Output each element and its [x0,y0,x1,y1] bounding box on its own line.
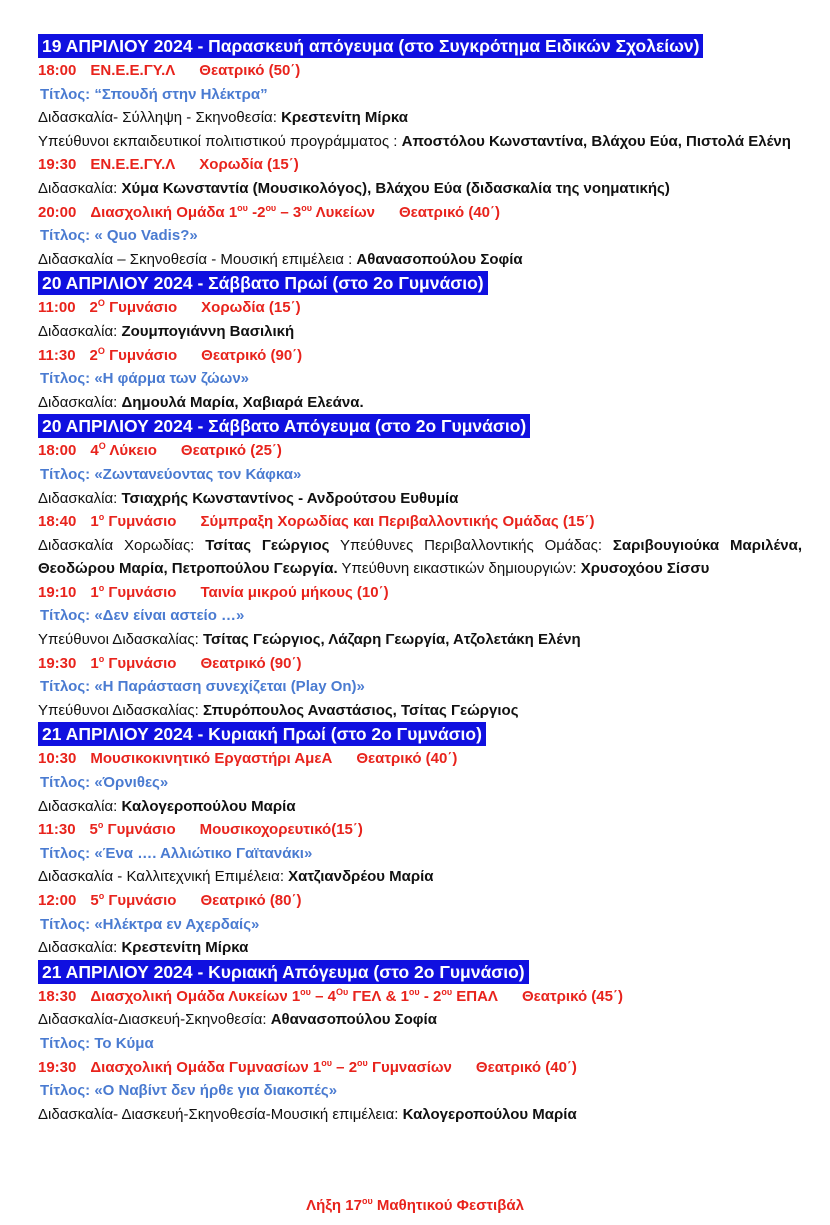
event-title-line [38,463,802,487]
credit-line [38,320,802,344]
day-header-row [38,414,802,439]
event-line [38,747,802,771]
event-school [90,892,176,909]
event-line [38,153,802,177]
event-type: Θεατρικό (40΄) [398,203,500,221]
event-line [38,581,802,605]
event-school-text: – 2 [332,1058,358,1076]
event-school-text: Διασχολική Ομάδα Λυκείων 1 [90,987,301,1005]
event-title: «Ηλέκτρα εν Αχερδαίς» [94,915,260,933]
closing-note [0,1197,830,1214]
event-line [38,439,802,463]
credit-names: Χρυσοχόου Σίσσυ [580,560,710,578]
title-label: Τίτλος: [40,85,91,103]
event-school-text: Γυμνάσιο [104,346,178,364]
event-school-ordinal: ο [98,512,105,523]
footer-text: Λήξη 17 [306,1197,362,1214]
credit-line [38,130,802,154]
event-title-line [38,1032,802,1056]
event-time: 19:10 [38,583,77,601]
credit-line [38,936,802,960]
credit-names: Καλογεροπούλου Μαρία [402,1105,577,1123]
event-school-text: Γυμνάσιο [104,299,178,317]
event-line [38,889,802,913]
day-header: 21 ΑΠΡΙΛΙΟΥ 2024 - Κυριακή Απόγευμα (στο 2ο Γυμνάσιο) [38,960,529,984]
event-type: Μουσικοχορευτικό(15΄) [199,821,363,839]
event-line [38,201,802,225]
event-title: Το Κύμα [94,1034,154,1052]
day-header: 19 ΑΠΡΙΛΙΟΥ 2024 - Παρασκευή απόγευμα (στο Συγκρότημα Ειδικών Σχολείων) [38,34,703,58]
credit-label: Διδασκαλία - Καλλιτεχνική Επιμέλεια: [38,868,289,886]
event-line [38,1056,802,1080]
credit-label: Υπεύθυνοι Διδασκαλίας: [38,631,203,649]
event-time: 19:30 [38,1058,77,1076]
credit-line [38,699,802,723]
event-school [90,584,176,601]
day-header: 20 ΑΠΡΙΛΙΟΥ 2024 - Σάββατο Απόγευμα (στο 2ο Γυμνάσιο) [38,414,530,438]
event-time: 19:30 [38,654,77,672]
credit-line [38,628,802,652]
credit-label: Διδασκαλία: [38,489,122,507]
event-school-ordinal: ου [321,1057,333,1068]
event-line [38,296,802,320]
event-school [90,821,176,838]
event-time: 18:00 [38,442,77,460]
event-type: Θεατρικό (40΄) [356,750,458,768]
event-school-text: -2 [247,203,266,221]
credit-line [38,177,802,201]
event-type: Θεατρικό (80΄) [200,892,302,909]
footer-ordinal: ου [361,1196,373,1206]
event-school-ordinal: ου [357,1057,368,1068]
credit-names: Αθανασοπούλου Σοφία [270,1011,437,1029]
event-title-line [38,771,802,795]
event-school-text: 2 [89,299,98,317]
event-school [90,655,176,672]
event-title-line [38,675,802,699]
event-title-line [38,367,802,391]
credit-label: Διδασκαλία- Διασκευή-Σκηνοθεσία-Μουσική επιμέλεια: [38,1105,403,1123]
event-school-text: ΕΠΑΛ [452,987,498,1005]
event-school-ordinal: ο [98,891,105,901]
event-type: Θεατρικό (90΄) [201,346,303,364]
event-line [38,818,802,842]
event-school-ordinal: ο [97,820,104,831]
event-title-line [38,842,802,866]
event-title: «Η φάρμα των ζώων» [94,370,250,388]
credit-label: Διδασκαλία Χορωδίας: [38,536,206,554]
credit-names: Δημουλά Μαρία, Χαβιαρά Ελεάνα. [121,393,364,411]
credit-names: Σαριβουγιούκα Μαριλένα, Θεοδώρου Μαρία, Πετροπούλου Γεωργία. [38,536,802,578]
event-school-ordinal: Ο [98,441,106,452]
event-school: ΕΝ.Ε.Ε.ΓΥ.Λ [90,62,176,79]
event-school-text: Γυμνάσιο [104,892,177,909]
title-label: Τίτλος: [40,1082,91,1100]
event-title: «Ο Ναβίντ δεν ήρθε για διακοπές» [94,1082,338,1100]
event-type: Χορωδία (15΄) [199,156,299,174]
title-label: Τίτλος: [40,227,91,245]
event-school-text: 1 [90,654,99,672]
event-title-line [38,604,802,628]
event-line [38,510,802,534]
event-type: Σύμπραξη Χορωδίας και Περιβαλλοντικής Ομάδας (15΄) [200,513,595,531]
event-school-text: Διασχολική Ομάδα Γυμνασίων 1 [90,1058,322,1076]
credit-line [38,795,802,819]
credit-label: Διδασκαλία: [38,939,122,957]
credit-line [38,865,802,889]
event-school-text: Γυμνάσιο [104,513,177,531]
event-school [90,442,157,459]
event-type: Θεατρικό (90΄) [200,654,302,672]
event-line [38,344,802,368]
title-label: Τίτλος: [40,370,91,388]
event-school [90,204,375,221]
event-time: 18:00 [38,62,77,79]
day-header-row [38,271,802,296]
credit-label: Υπεύθυνες Περιβαλλοντικής Ομάδας: [340,536,613,554]
credit-label: Διδασκαλία: [38,797,122,815]
event-title: «Δεν είναι αστείο …» [94,607,245,625]
credits-block [38,534,802,581]
credit-names: Αποστόλου Κωνσταντίνα, Βλάχου Εύα, Πιστολά Ελένη [401,132,791,150]
event-type: Θεατρικό (40΄) [475,1058,577,1076]
event-school-text: 5 [90,892,99,909]
event-school [90,513,176,530]
event-school [90,299,178,316]
event-type: Ταινία μικρού μήκους (10΄) [200,583,389,601]
day-header: 21 ΑΠΡΙΛΙΟΥ 2024 - Κυριακή Πρωί (στο 2ο Γυμνάσιο) [38,722,486,746]
event-school-text: - 2 [419,987,442,1005]
event-school-text: – 4 [310,987,336,1005]
event-line [38,985,802,1009]
credit-label: Διδασκαλία: [38,322,122,340]
event-school-ordinal: ου [408,986,420,997]
event-time: 11:00 [38,299,76,317]
event-school-ordinal: Ο [97,345,105,356]
event-school [90,1059,452,1076]
event-type: Θεατρικό (25΄) [180,442,282,460]
event-time: 10:30 [38,750,77,768]
credit-label: Διδασκαλία – Σκηνοθεσία - Μουσική επιμέλεια : [38,250,357,268]
event-title: «Ζωντανεύοντας τον Κάφκα» [94,465,302,483]
credit-names: Χατζιανδρέου Μαρία [288,868,434,886]
event-school-text: 2 [89,346,98,364]
event-title-line [38,913,802,937]
credit-line [38,1103,802,1127]
event-line [38,59,802,83]
event-school [90,988,498,1005]
credit-names: Τσίτας Γεώργιος [205,536,330,554]
event-type: Θεατρικό (50΄) [199,62,301,79]
footer-text: Μαθητικού Φεστιβάλ [372,1197,524,1214]
event-school [90,347,178,364]
credit-names: Κρεστενίτη Μίρκα [121,939,249,957]
event-school-ordinal: ου [237,202,248,213]
event-type: Θεατρικό (45΄) [521,987,623,1005]
credit-label: Διδασκαλία: [38,179,122,197]
event-title-line [38,83,802,107]
event-school-ordinal: Ο [97,298,105,309]
event-time: 20:00 [38,203,77,221]
credit-names: Σπυρόπουλος Αναστάσιος, Τσίτας Γεώργιος [203,701,519,719]
event-time: 18:30 [38,987,77,1005]
credit-label: Διδασκαλία-Διασκευή-Σκηνοθεσία: [38,1011,271,1029]
event-school-text: 1 [90,513,99,531]
event-title: “Σπουδή στην Ηλέκτρα” [94,85,268,103]
event-title-line [38,224,802,248]
event-school-ordinal: ου [300,986,311,997]
credit-names: Χύμα Κωνσταντία (Μουσικολόγος), Βλάχου Εύα (διδασκαλία της νοηματικής) [121,179,670,197]
event-school-text: ΓΕΛ & 1 [348,987,409,1005]
event-school-ordinal: ου [301,202,312,213]
event-school-text: 4 [90,442,99,460]
title-label: Τίτλος: [40,844,91,862]
event-time: 11:30 [38,346,76,364]
day-header: 20 ΑΠΡΙΛΙΟΥ 2024 - Σάββατο Πρωί (στο 2ο Γυμνάσιο) [38,271,488,295]
credit-line [38,248,802,272]
credit-label: Υπεύθυνη εικαστικών δημιουργιών: [341,560,581,578]
event-school-text: 5 [89,821,98,839]
event-title: «Η Παράσταση συνεχίζεται (Play On)» [94,678,365,696]
event-school-text: Γυμνάσιο [104,654,177,672]
title-label: Τίτλος: [40,465,91,483]
event-school-ordinal: ο [98,582,105,593]
event-title-line [38,1079,802,1103]
event-school-ordinal: ο [98,653,105,664]
title-label: Τίτλος: [40,607,91,625]
event-title: « Quo Vadis?» [94,227,198,245]
event-time: 19:30 [38,156,77,174]
day-header-row [38,722,802,747]
event-time: 11:30 [38,821,76,839]
credit-names: Αθανασοπούλου Σοφία [356,250,523,268]
event-school-text: Γυμνασίων [367,1058,452,1076]
title-label: Τίτλος: [40,915,91,933]
title-label: Τίτλος: [40,678,91,696]
event-school-ordinal: ου [441,986,453,997]
event-school: ΕΝ.Ε.Ε.ΓΥ.Λ [90,156,176,174]
credit-line [38,391,802,415]
event-time: 12:00 [38,892,77,909]
event-school-text: Γυμνάσιο [103,821,176,839]
credit-names: Τσίτας Γεώργιος, Λάζαρη Γεωργία, Ατζολετάκη Ελένη [203,631,581,649]
credit-names: Καλογεροπούλου Μαρία [121,797,296,815]
credit-line [38,106,802,130]
event-school: Μουσικοκινητικό Εργαστήρι ΑμεΑ [90,750,333,768]
title-label: Τίτλος: [40,774,91,792]
credit-names: Ζουμπογιάννη Βασιλική [121,322,295,340]
event-school-text: Λυκείων [311,203,375,221]
event-school-text: Λύκειο [105,442,157,460]
event-school-text: – 3 [276,203,302,221]
event-type: Χορωδία (15΄) [201,299,301,317]
credit-label: Διδασκαλία- Σύλληψη - Σκηνοθεσία: [38,109,282,127]
event-title: «Όρνιθες» [94,774,169,792]
event-title: «Ένα …. Αλλιώτικο Γαϊτανάκι» [94,844,313,862]
event-school-text: 1 [90,583,99,601]
event-time: 18:40 [38,513,77,531]
credit-names: Κρεστενίτη Μίρκα [281,109,408,127]
event-school-text: Διασχολική Ομάδα 1 [90,203,238,221]
day-header-row [38,34,802,59]
credit-line [38,1008,802,1032]
credit-label: Υπεύθυνοι Διδασκαλίας: [38,701,203,719]
credit-label: Υπεύθυνοι εκπαιδευτικοί πολιτιστικού προγράμματος : [38,132,402,150]
credit-names: Τσιαχρής Κωνσταντίνος - Ανδρούτσου Ευθυμία [121,489,459,507]
credit-line [38,487,802,511]
event-school-ordinal: ου [265,202,277,213]
credit-label: Διδασκαλία: [38,393,122,411]
event-school-text: Γυμνάσιο [104,583,177,601]
event-school-ordinal: Ου [335,986,349,997]
day-header-row [38,960,802,985]
event-line [38,652,802,676]
title-label: Τίτλος: [40,1034,91,1052]
